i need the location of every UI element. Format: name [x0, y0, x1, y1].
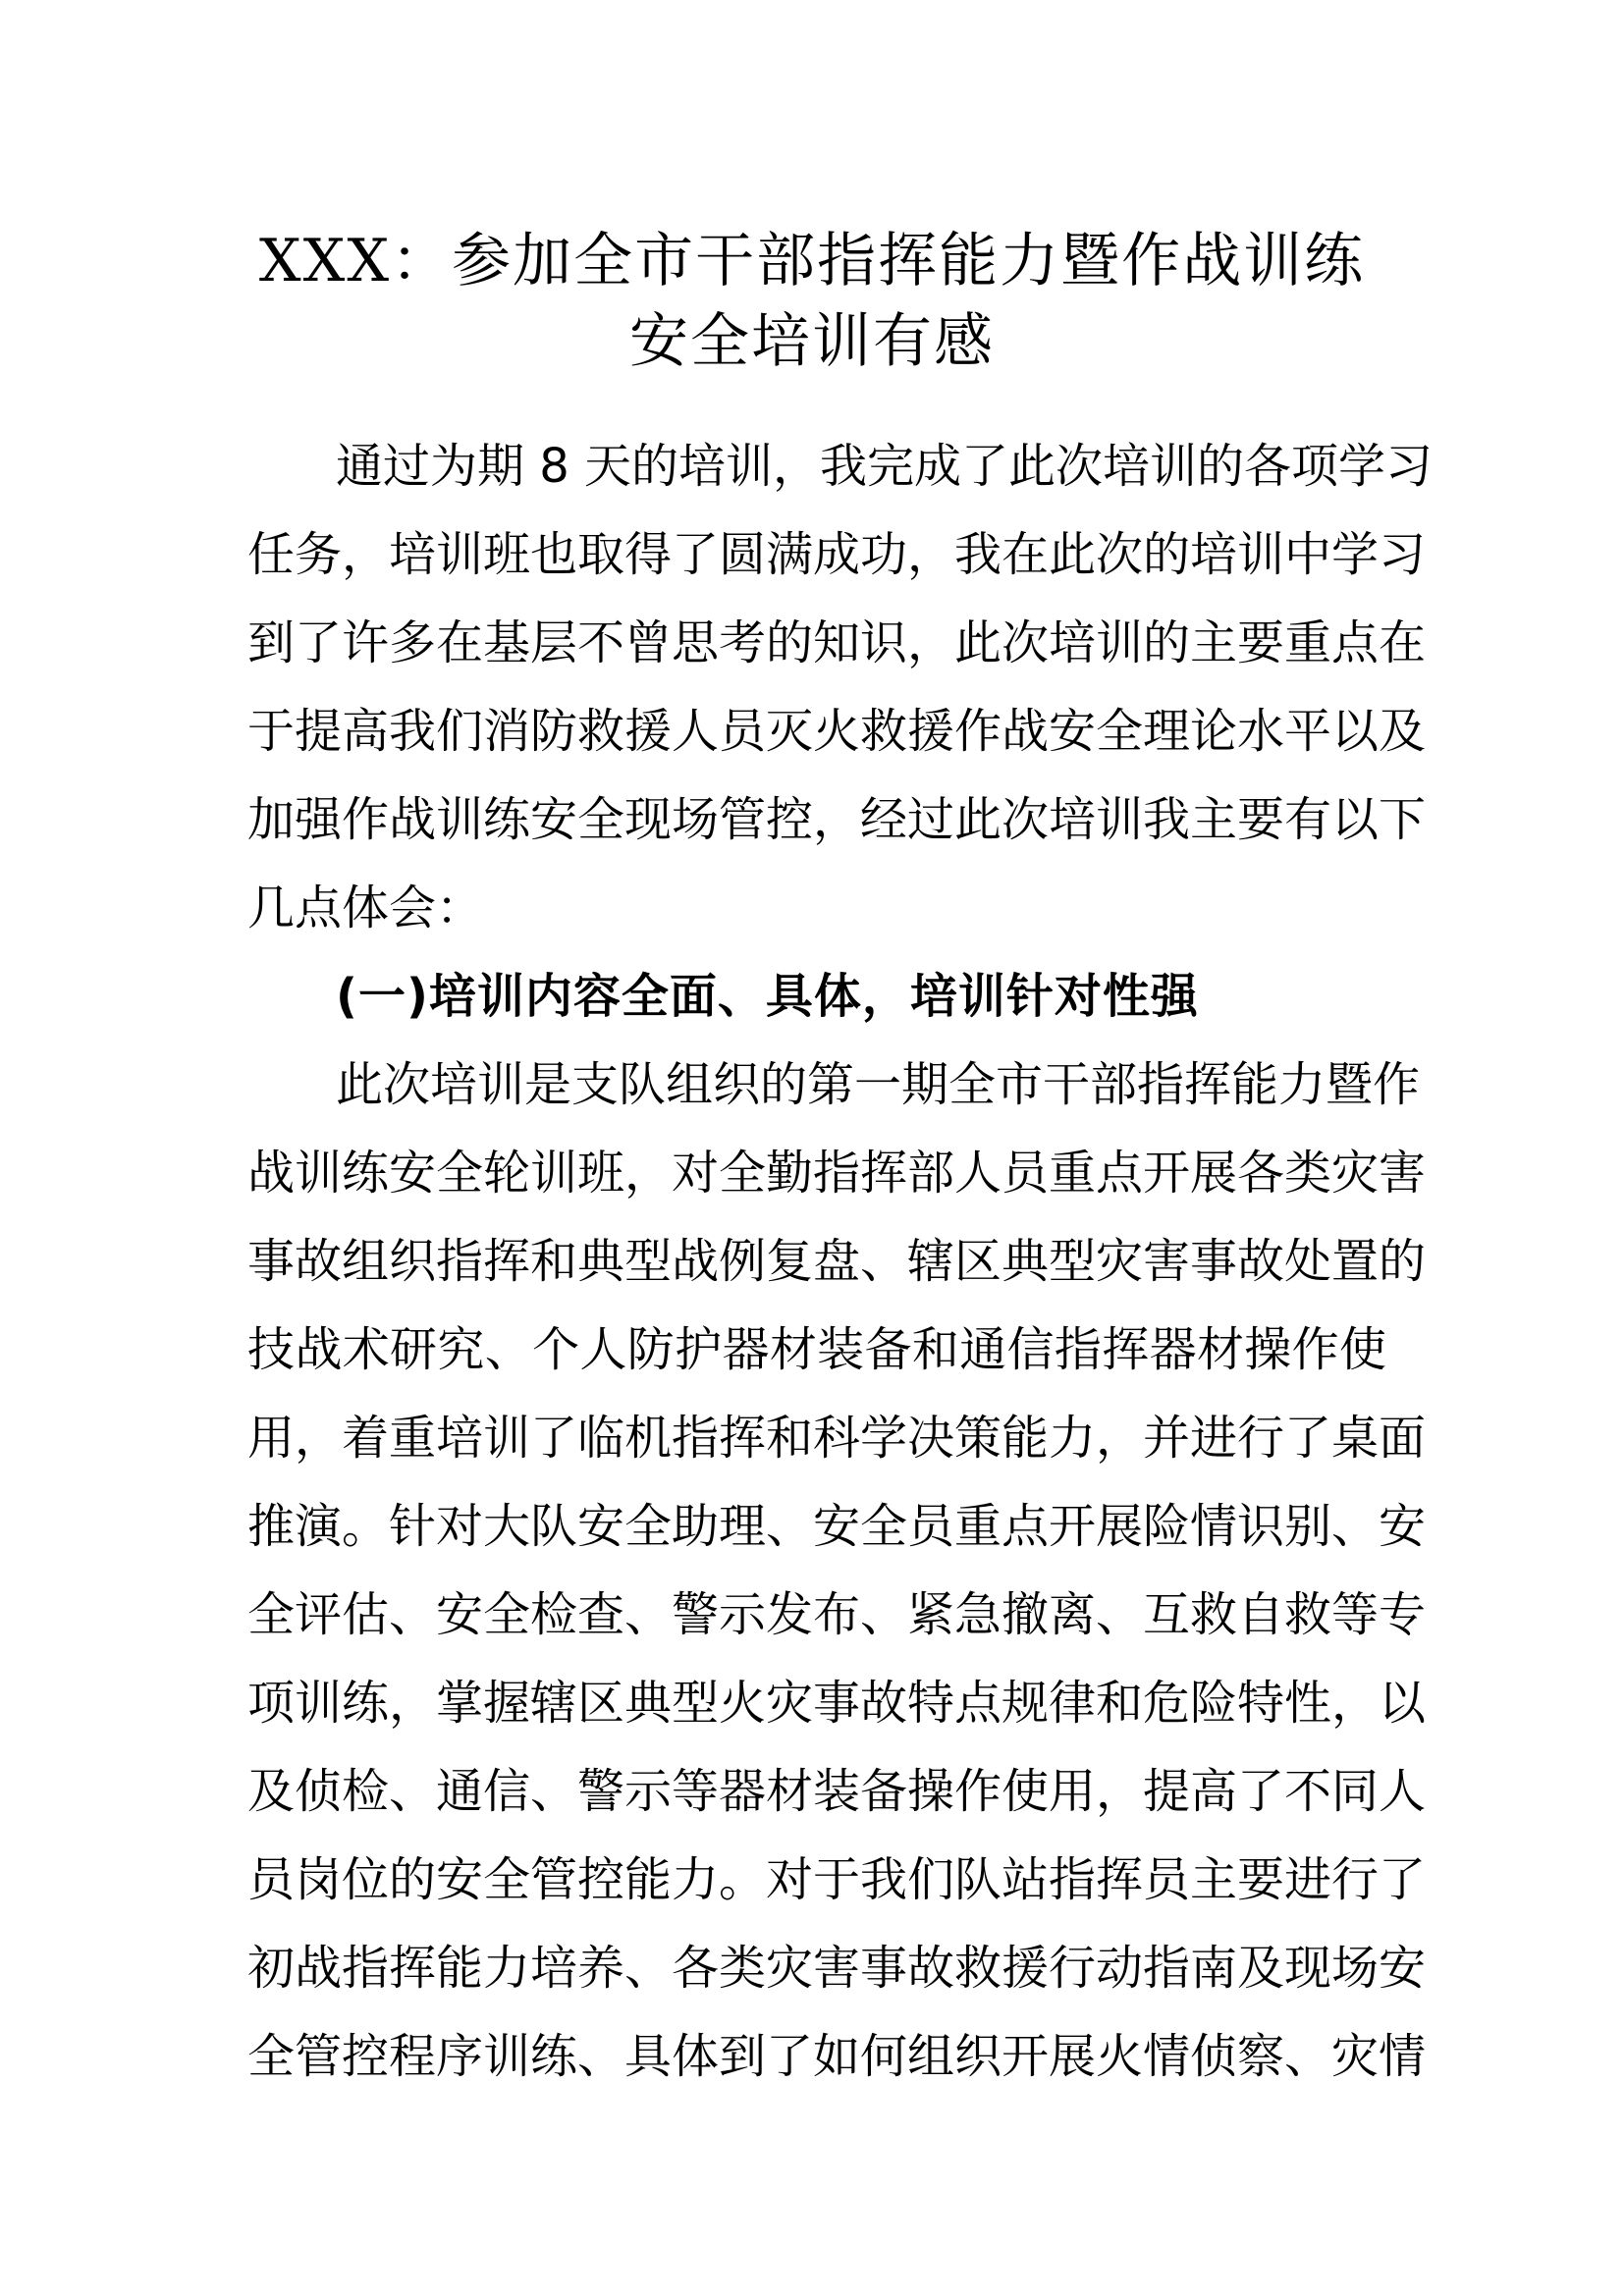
paragraph-line: 初战指挥能力培养、各类灾害事故救援行动指南及现场安 [247, 1941, 1427, 1996]
paragraph-line: 战训练安全轮训班，对全勤指挥部人员重点开展各类灾害 [247, 1146, 1427, 1201]
paragraph-line: 及侦检、通信、警示等器材装备操作使用，提高了不同人 [247, 1764, 1427, 1819]
document-title-line-1 [236, 222, 1388, 300]
paragraph-line: 员岗位的安全管控能力。对于我们队站指挥员主要进行了 [247, 1852, 1427, 1907]
title-main-text: ：参加全市干部指挥能力暨作战训练 [391, 227, 1366, 295]
section-heading: (一)培训内容全面、具体，培训针对性强 [336, 969, 1199, 1024]
paragraph-line: 全管控程序训练、具体到了如何组织开展火情侦察、灾情 [247, 2029, 1427, 2084]
paragraph-line: 到了许多在基层不曾思考的知识，此次培训的主要重点在 [247, 615, 1427, 670]
paragraph-line: 事故组织指挥和典型战例复盘、辖区典型灾害事故处置的 [247, 1234, 1427, 1289]
paragraph-line: 任务，培训班也取得了圆满成功，我在此次的培训中学习 [247, 527, 1427, 582]
paragraph-line: 于提高我们消防救援人员灭火救援作战安全理论水平以及 [247, 704, 1427, 759]
paragraph-line: 通过为期 8 天的培训，我完成了此次培训的各项学习 [336, 439, 1434, 494]
paragraph-line: 推演。针对大队安全助理、安全员重点开展险情识别、安 [247, 1499, 1427, 1554]
paragraph-line: 项训练，掌握辖区典型火灾事故特点规律和危险特性，以 [247, 1676, 1427, 1731]
title-prefix: XXX [258, 227, 392, 295]
paragraph-line: 几点体会： [247, 881, 484, 935]
document-title-line-2: 安全培训有感 [629, 307, 995, 376]
paragraph-line: 技战术研究、个人防护器材装备和通信指挥器材操作使 [247, 1322, 1386, 1377]
paragraph-line: 加强作战训练安全现场管控，经过此次培训我主要有以下 [247, 792, 1427, 847]
paragraph-line: 此次培训是支队组织的第一期全市干部指挥能力暨作 [336, 1057, 1421, 1112]
paragraph-line: 用，着重培训了临机指挥和科学决策能力，并进行了桌面 [247, 1411, 1427, 1466]
paragraph-line: 全评估、安全检查、警示发布、紧急撤离、互救自救等专 [247, 1587, 1427, 1642]
